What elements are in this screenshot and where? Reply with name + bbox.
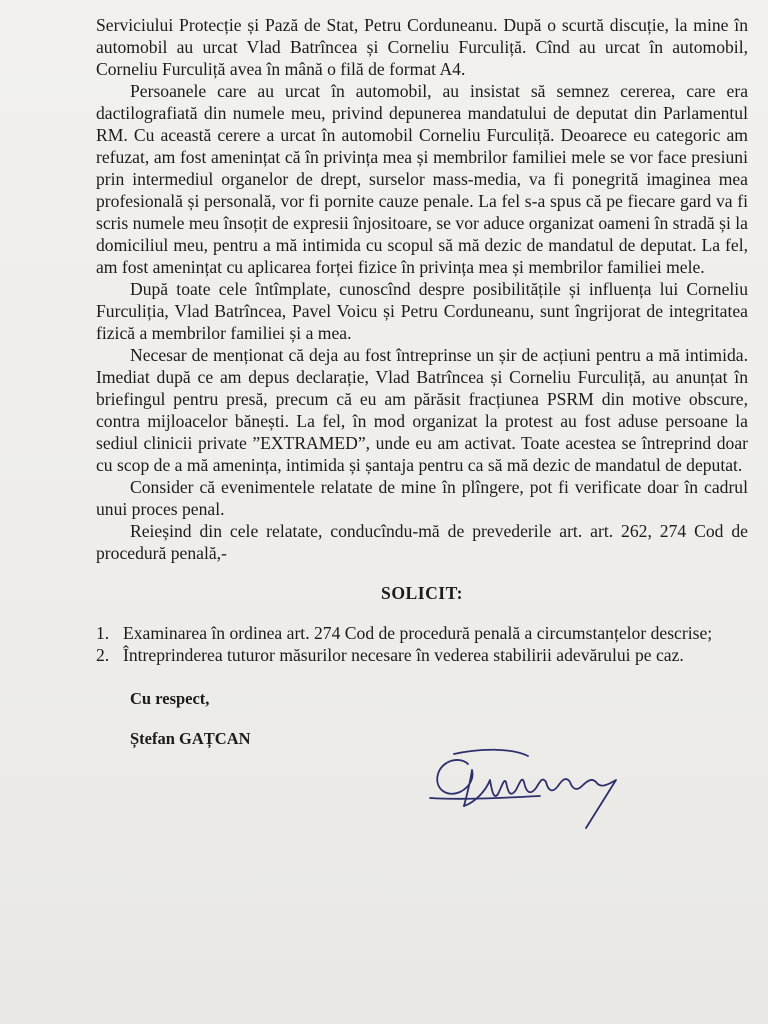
request-item xyxy=(96,644,748,666)
signature-flourish xyxy=(454,750,528,756)
request-number: 2. xyxy=(96,645,110,665)
request-text: Întreprinderea tuturor măsurilor necesare în vederea stabilirii adevărului pe caz. xyxy=(123,645,684,665)
request-text: Examinarea în ordinea art. 274 Cod de procedură penală a circumstanțelor descrise; xyxy=(123,623,713,643)
request-list xyxy=(96,622,748,666)
document-body xyxy=(96,14,748,750)
paragraph-actions: Necesar de menționat că deja au fost întreprinse un șir de acțiuni pentru a mă intimida. Imediat după ce am depus declarație, Vlad Batrîncea și Corneliu Furculiță, au anunțat în briefingul pentru presă, precum că eu am părăsit fracțiunea PSRM din motive obscure, contra mijloacelor bănești. La fel, în mod organizat la protest au fost aduse persoane la sediul clinicii private ”EXTRAMED”, unde eu am activat. Toate acestea se întreprind doar cu scop de a mă amenința, intimida și șantaja pentru ca să mă dezic de mandatul de deputat. xyxy=(96,345,748,475)
request-item xyxy=(96,622,748,644)
closing-salutation: Cu respect, xyxy=(130,689,210,708)
paragraph-insistence: Persoanele care au urcat în automobil, au insistat să semnez cererea, care era dactilografiată din numele meu, privind depunerea mandatului de deputat din Parlamentul RM. Cu această cerere a urcat în automobil Corneliu Furculiță. Deoarece eu categoric am refuzat, am fost amenințat că în privința mea și membrilor familiei mele se vor face presiuni prin intermediul organelor de drept, surselor mass-media, va fi ponegrită imaginea mea profesională și personală, vor fi pornite cauze penale. La fel s-a spus că pe fiecare gard va fi scris numele meu însoțit de expresii înjositoare, se vor aduce organizat oameni în stradă și la domiciliul meu, pentru a mă intimida cu scopul să mă dezic de mandatul de deputat. La fel, am fost amenințat cu aplicarea forței fizice în privința mea și membrilor familiei mele. xyxy=(96,81,748,277)
signature-underline xyxy=(430,796,540,799)
paragraph-concern: După toate cele întîmplate, cunoscînd despre posibilitățile și influența lui Corneliu Furculiția, Vlad Batrîncea, Pavel Voicu și Petru Corduneanu, sunt îngrijorat de integritatea fizică a membrilor familiei și a mea. xyxy=(96,279,748,343)
request-heading: SOLICIT: xyxy=(381,583,463,603)
request-number: 1. xyxy=(96,623,110,643)
paragraph-continuation: Serviciului Protecție și Pază de Stat, Petru Corduneanu. După o scurtă discuție, la mine în automobil au urcat Vlad Batrîncea și Corneliu Furculiță. Cînd au urcat în automobil, Corneliu Furculiță avea în mână o filă de format A4. xyxy=(96,15,748,79)
signer-name: Ștefan GAȚCAN xyxy=(130,729,251,748)
paragraph-verification: Consider că evenimentele relatate de mine în plîngere, pot fi verificate doar în cadrul unui proces penal. xyxy=(96,477,748,519)
signature-stroke xyxy=(464,779,616,828)
paragraph-legal-basis: Reieșind din cele relatate, conducîndu-mă de prevederile art. art. 262, 274 Cod de procedură penală,- xyxy=(96,521,748,563)
handwritten-signature xyxy=(420,742,640,842)
